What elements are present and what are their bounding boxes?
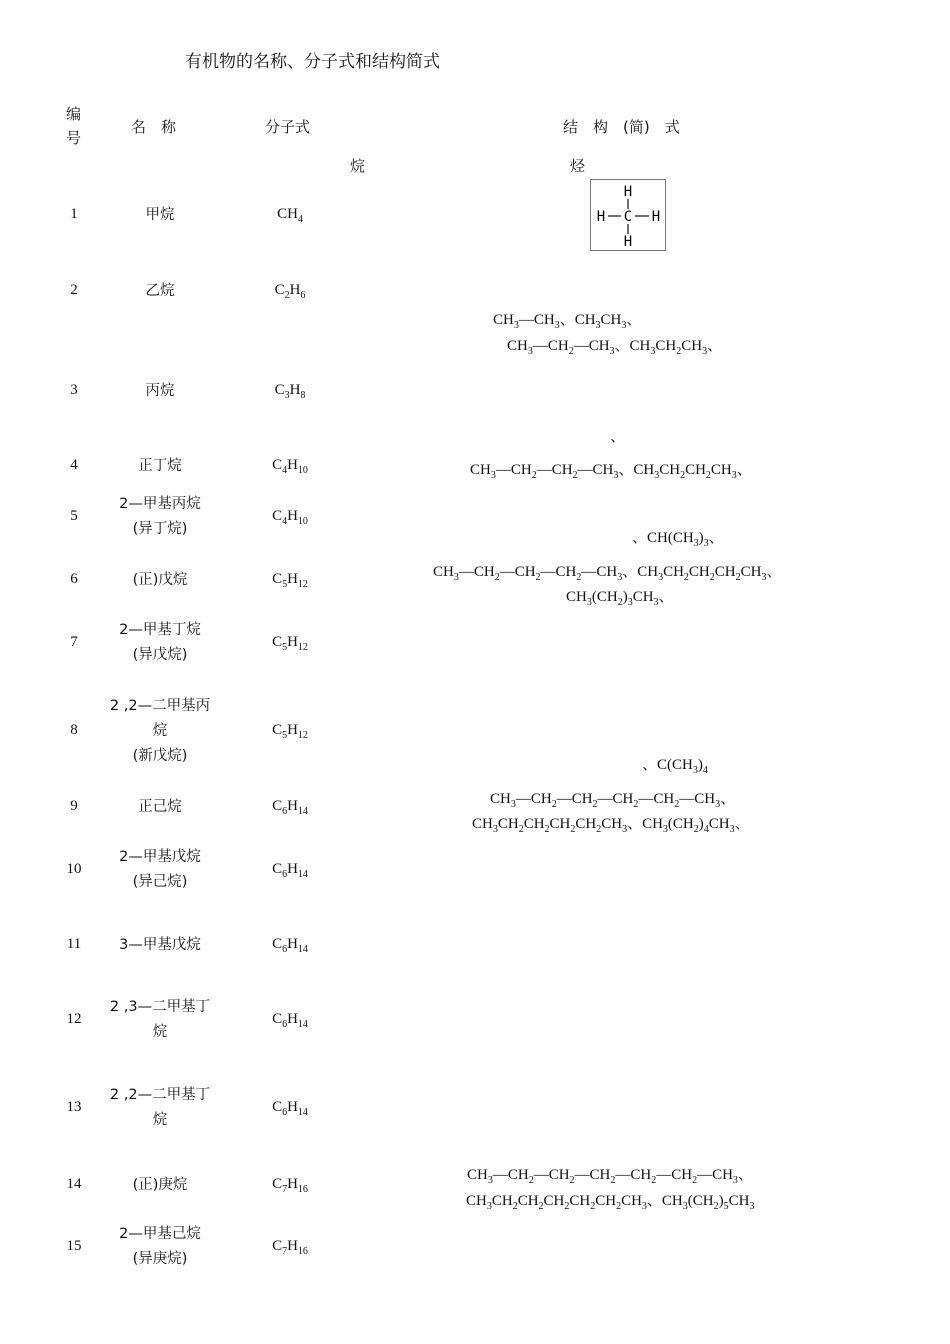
row-number: 2 (70, 282, 78, 298)
row-name-line: 2 ,2—二甲基丁 (109, 1087, 211, 1103)
row-formula: $C_4H_{10}$ (272, 508, 308, 527)
row-name (95, 568, 225, 593)
row-name-line: 甲烷 (145, 206, 175, 223)
row-name-line: 2 ,3—二甲基丁 (109, 999, 211, 1015)
row-name-line: 正丁烷 (138, 457, 182, 474)
methane-h-left: H (596, 209, 606, 225)
row-number: 6 (70, 571, 78, 587)
row-name-line: 2—甲基丙烷 (119, 496, 201, 512)
structure-neopentane: 、$C(CH_3)_4$ (642, 757, 708, 776)
row-number: 14 (66, 1176, 82, 1192)
row-formula: $C_5H_{12}$ (272, 722, 308, 741)
row-name-line: (正)庚烷 (132, 1176, 188, 1193)
methane-h-top: H (623, 184, 633, 200)
row-name-line: 丙烷 (145, 382, 175, 399)
row-name (95, 1083, 225, 1133)
row-number: 8 (70, 722, 78, 738)
row-name (95, 995, 225, 1045)
structure-pentane-line2: $CH_3(CH_2)_3CH_3$、 (566, 589, 674, 608)
row-name-line: 烷 (152, 722, 168, 739)
row-name (95, 795, 225, 820)
structure-ethane: $CH_3—CH_3$、$CH_3CH_3$、 (493, 312, 642, 331)
structure-butane: $CH_3—CH_2—CH_2—CH_3$、$CH_3CH_2CH_2CH_3$、 (470, 462, 752, 481)
row-name-line: (正)戊烷 (132, 571, 188, 588)
structure-propane: $CH_3—CH_2—CH_3$、$CH_3CH_2CH_3$、 (507, 338, 723, 357)
row-formula: $C_6H_{14}$ (272, 1099, 308, 1118)
row-number: 11 (66, 936, 82, 952)
row-formula: $C_6H_{14}$ (272, 1011, 308, 1030)
row-number: 12 (66, 1011, 82, 1027)
row-name-line: (异戊烷) (132, 647, 188, 663)
row-number: 4 (70, 457, 78, 473)
row-name-line: (新戊烷) (132, 747, 188, 764)
row-name-line: 正己烷 (138, 798, 182, 815)
row-name (95, 203, 225, 228)
row-number: 10 (66, 861, 82, 877)
row-name-line: 烷 (152, 1112, 168, 1128)
row-number: 9 (70, 798, 78, 814)
header-number-line1: 编 (66, 105, 82, 123)
row-number: 15 (66, 1238, 82, 1254)
row-name-line: (异己烷) (132, 874, 188, 890)
structure-separator: 、 (610, 429, 626, 445)
structure-hexane-line1: $CH_3—CH_2—CH_2—CH_2—CH_2—CH_3$、 (490, 791, 736, 810)
structure-hexane-line2: $CH_3CH_2CH_2CH_2CH_2CH_3$、$CH_3(CH_2)_4CH_3$、 (472, 816, 750, 835)
page-title: 有机物的名称、分子式和结构简式 (185, 52, 440, 72)
row-formula: $C_5H_{12}$ (272, 571, 308, 590)
row-name-line: 2—甲基丁烷 (119, 622, 201, 638)
row-name (95, 492, 225, 542)
row-formula: $C_6H_{14}$ (272, 936, 308, 955)
structure-heptane-line1: $CH_3—CH_2—CH_2—CH_2—CH_2—CH_2—CH_3$、 (467, 1167, 753, 1186)
row-name-line: (异庚烷) (132, 1251, 188, 1267)
row-number: 13 (66, 1099, 82, 1115)
row-name-line: (异丁烷) (132, 521, 188, 537)
row-name-line: 2—甲基戊烷 (119, 849, 201, 865)
row-formula: $C_7H_{16}$ (272, 1176, 308, 1195)
header-formula: 分子式 (265, 118, 311, 136)
row-name-line: 2 ,2—二甲基丙 (109, 697, 211, 714)
methane-c-center: C (623, 209, 633, 225)
structure-isobutane: 、$CH(CH_3)_3$、 (632, 530, 724, 549)
row-formula: $C_5H_{12}$ (272, 634, 308, 653)
row-name (95, 1173, 225, 1198)
row-number: 7 (70, 634, 78, 650)
section-label-left: 烷 (350, 157, 366, 175)
header-name: 名 称 (131, 118, 177, 136)
row-name (95, 1222, 225, 1272)
methane-h-right: H (651, 209, 661, 225)
row-formula: $CH_4$ (277, 206, 303, 225)
row-name (95, 845, 225, 895)
row-name-line: 2—甲基己烷 (119, 1226, 201, 1242)
row-name (95, 933, 225, 958)
row-formula: $C_3H_8$ (274, 382, 306, 401)
row-formula: $C_6H_{14}$ (272, 798, 308, 817)
methane-structure-diagram (590, 179, 666, 251)
row-name (95, 454, 225, 479)
structure-heptane-line2: $CH_3CH_2CH_2CH_2CH_2CH_2CH_3$、$CH_3(CH_2)_5CH_3$ (466, 1193, 755, 1212)
header-structure: 结 构 (简) 式 (563, 118, 680, 136)
row-formula: $C_4H_{10}$ (272, 457, 308, 476)
row-number: 3 (70, 382, 78, 398)
row-name (95, 694, 225, 769)
row-number: 5 (70, 508, 78, 524)
row-name-line: 3—甲基戊烷 (119, 936, 201, 953)
row-name-line: 烷 (152, 1024, 168, 1040)
methane-h-bottom: H (623, 234, 633, 250)
row-formula: $C_2H_6$ (274, 282, 306, 301)
row-name (95, 618, 225, 668)
structure-pentane-line1: $CH_3—CH_2—CH_2—CH_2—CH_3$、$CH_3CH_2CH_2CH_2CH_3$、 (433, 564, 782, 583)
row-name-line: 乙烷 (145, 282, 175, 299)
row-name (95, 279, 225, 304)
row-name (95, 379, 225, 404)
row-formula: $C_6H_{14}$ (272, 861, 308, 880)
section-label-right: 烃 (570, 157, 586, 175)
row-formula: $C_7H_{16}$ (272, 1238, 308, 1257)
header-number-line2: 号 (66, 129, 82, 147)
row-number: 1 (70, 206, 78, 222)
